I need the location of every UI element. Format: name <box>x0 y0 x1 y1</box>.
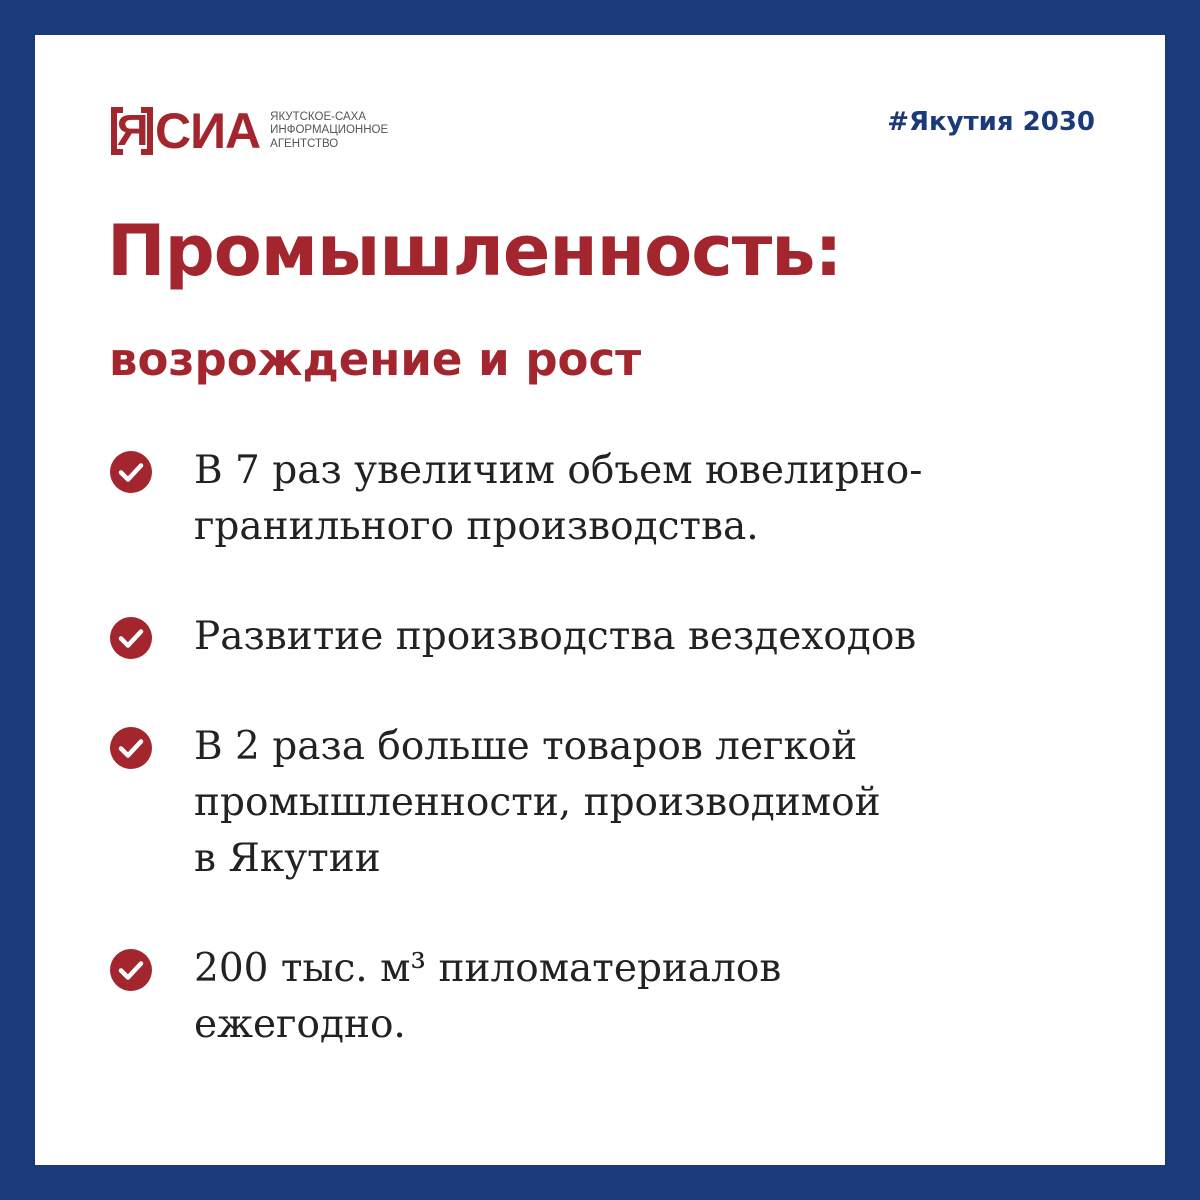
list-item-line: промышленности, производимой <box>194 780 881 825</box>
list-item <box>107 719 1107 887</box>
logo-caption-line: ИНФОРМАЦИОННОЕ <box>270 124 389 137</box>
logo-caption <box>270 111 388 152</box>
list-item-text <box>194 719 1107 887</box>
check-circle-icon <box>110 727 152 769</box>
logo <box>111 105 388 157</box>
logo-mark <box>111 103 261 159</box>
page-title: Промышленность: <box>107 210 842 292</box>
logo-word: СИА <box>155 103 261 159</box>
list-item-line: Развитие производства вездеходов <box>194 614 917 659</box>
list-item <box>107 941 1107 1053</box>
list-item-line: В 2 раза больше товаров легкой <box>194 724 858 769</box>
list-item-line: 200 тыс. м³ пиломатериалов <box>194 946 782 991</box>
list-item-line: В 7 раз увеличим объем ювелирно- <box>194 448 923 493</box>
list-item-text <box>194 941 1107 1053</box>
list-item-line: ежегодно. <box>194 1002 406 1047</box>
post-card <box>35 35 1165 1165</box>
list-item-text <box>194 443 1107 555</box>
check-circle-icon <box>110 949 152 991</box>
list-item-line: гранильного производства. <box>194 504 759 549</box>
logo-caption-line: ЯКУТСКОЕ-САХА <box>270 110 367 123</box>
logo-letter: Я <box>116 106 148 155</box>
check-circle-icon <box>110 451 152 493</box>
list-item <box>107 443 1107 555</box>
list-item-text <box>194 609 1107 665</box>
logo-bracket-icon <box>111 107 153 155</box>
list-item-line: в Якутии <box>194 836 381 881</box>
check-circle-icon <box>110 617 152 659</box>
list-item <box>107 609 1107 665</box>
page-subtitle: возрождение и рост <box>109 333 642 386</box>
logo-caption-line: АГЕНТСТВО <box>270 137 339 150</box>
bullet-list <box>107 443 1107 1053</box>
hashtag: #Якутия 2030 <box>887 107 1095 137</box>
